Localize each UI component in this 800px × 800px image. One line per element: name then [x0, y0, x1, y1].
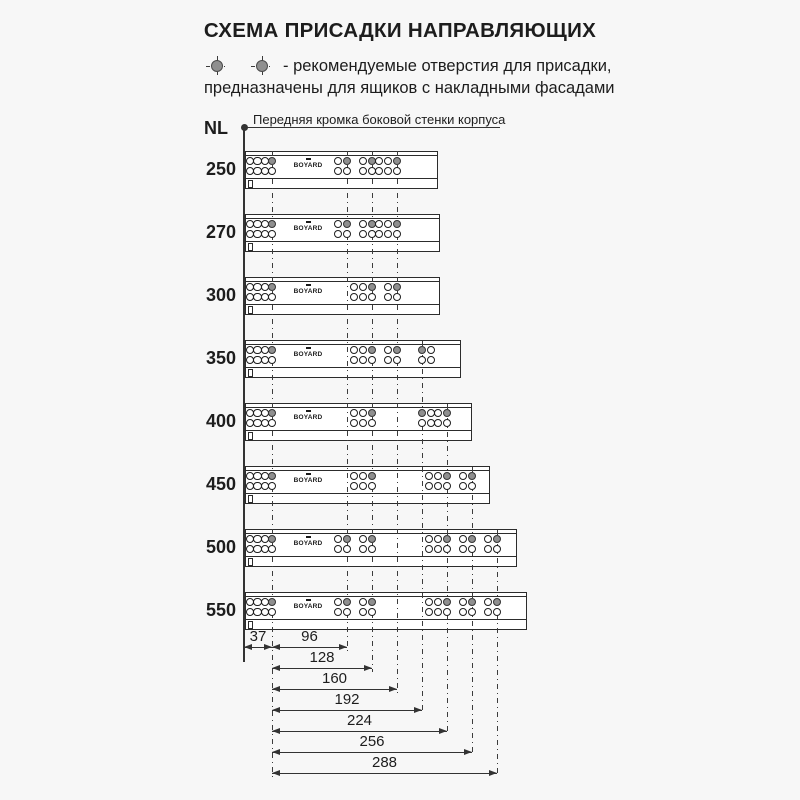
rail-divider-line [246, 367, 460, 368]
front-bracket-tab [248, 558, 253, 566]
dimension-label-224: 224 [346, 712, 373, 729]
brand-logo [288, 224, 328, 233]
front-edge-note: Передняя кромка боковой стенки корпуса [253, 112, 506, 127]
axis-line-224 [447, 404, 448, 735]
rail-top-edge [246, 218, 439, 219]
brand-logo [288, 413, 328, 422]
rail-500 [245, 529, 517, 567]
dimension-line-160 [272, 689, 397, 690]
brand-logo [288, 161, 328, 170]
rail-length-label-300: 300 [205, 285, 236, 305]
dimension-line-192 [272, 710, 422, 711]
dimension-label-37: 37 [249, 628, 267, 645]
dimension-line-128 [272, 668, 372, 669]
rail-top-edge [246, 344, 460, 345]
reference-vertical-line [243, 127, 245, 662]
dimension-label-160: 160 [321, 670, 348, 687]
dimension-line-224 [272, 731, 447, 732]
brand-mark [306, 158, 311, 160]
dimension-line-256 [272, 752, 472, 753]
rail-length-label-270: 270 [205, 222, 236, 242]
dimension-label-192: 192 [334, 691, 360, 708]
rail-divider-line [246, 178, 437, 179]
brand-mark [306, 221, 311, 223]
recommended-hole-icon [256, 60, 268, 72]
brand-logo-text: BOYARD [293, 414, 323, 421]
axis-line-288 [497, 530, 498, 777]
brand-logo [288, 287, 328, 296]
dimension-label-288: 288 [371, 754, 398, 771]
front-bracket-tab [248, 243, 253, 251]
front-bracket-tab [248, 306, 253, 314]
rail-length-label-400: 400 [205, 411, 236, 431]
brand-mark [306, 473, 311, 475]
brand-mark [306, 284, 311, 286]
rail-top-edge [246, 155, 437, 156]
brand-logo-text: BOYARD [293, 225, 323, 232]
front-bracket-tab [248, 495, 253, 503]
brand-logo-text: BOYARD [293, 603, 323, 610]
brand-logo-text: BOYARD [293, 288, 323, 295]
brand-logo-text: BOYARD [293, 351, 323, 358]
dimension-line-96 [272, 647, 347, 648]
rail-top-edge [246, 281, 439, 282]
rail-top-edge [246, 596, 526, 597]
rail-length-label-450: 450 [205, 474, 236, 494]
dimension-line-288 [272, 773, 497, 774]
axis-line-192 [422, 341, 423, 714]
page-title: СХЕМА ПРИСАДКИ НАПРАВЛЯЮЩИХ [203, 19, 597, 42]
dimension-label-96: 96 [301, 628, 318, 645]
rail-divider-line [246, 619, 526, 620]
nl-label: NL [204, 118, 228, 138]
brand-logo-text: BOYARD [293, 162, 323, 169]
brand-logo [288, 539, 328, 548]
rail-length-label-350: 350 [205, 348, 236, 368]
rail-divider-line [246, 430, 471, 431]
dimension-label-128: 128 [309, 649, 335, 666]
rail-length-label-500: 500 [205, 537, 236, 557]
brand-logo [288, 350, 328, 359]
front-bracket-tab [248, 180, 253, 188]
rail-length-label-250: 250 [205, 159, 236, 179]
rail-top-edge [246, 470, 489, 471]
brand-mark [306, 347, 311, 349]
rail-divider-line [246, 556, 516, 557]
rail-divider-line [246, 493, 489, 494]
legend-text-line2: предназначены для ящиков с накладными фасадами [204, 79, 615, 97]
brand-logo [288, 602, 328, 611]
brand-mark [306, 536, 311, 538]
legend-text-line1: - рекомендуемые отверстия для присадки, [283, 57, 612, 75]
rail-top-edge [246, 407, 471, 408]
rail-divider-line [246, 304, 439, 305]
dimension-label-256: 256 [359, 733, 385, 750]
rail-divider-line [246, 241, 439, 242]
brand-logo-text: BOYARD [293, 477, 323, 484]
brand-mark [306, 599, 311, 601]
rail-top-edge [246, 533, 516, 534]
rail-length-label-550: 550 [205, 600, 236, 620]
brand-logo-text: BOYARD [293, 540, 323, 547]
front-bracket-tab [248, 432, 253, 440]
front-edge-line [244, 127, 500, 128]
recommended-hole-icon [211, 60, 223, 72]
brand-logo [288, 476, 328, 485]
front-bracket-tab [248, 369, 253, 377]
brand-mark [306, 410, 311, 412]
